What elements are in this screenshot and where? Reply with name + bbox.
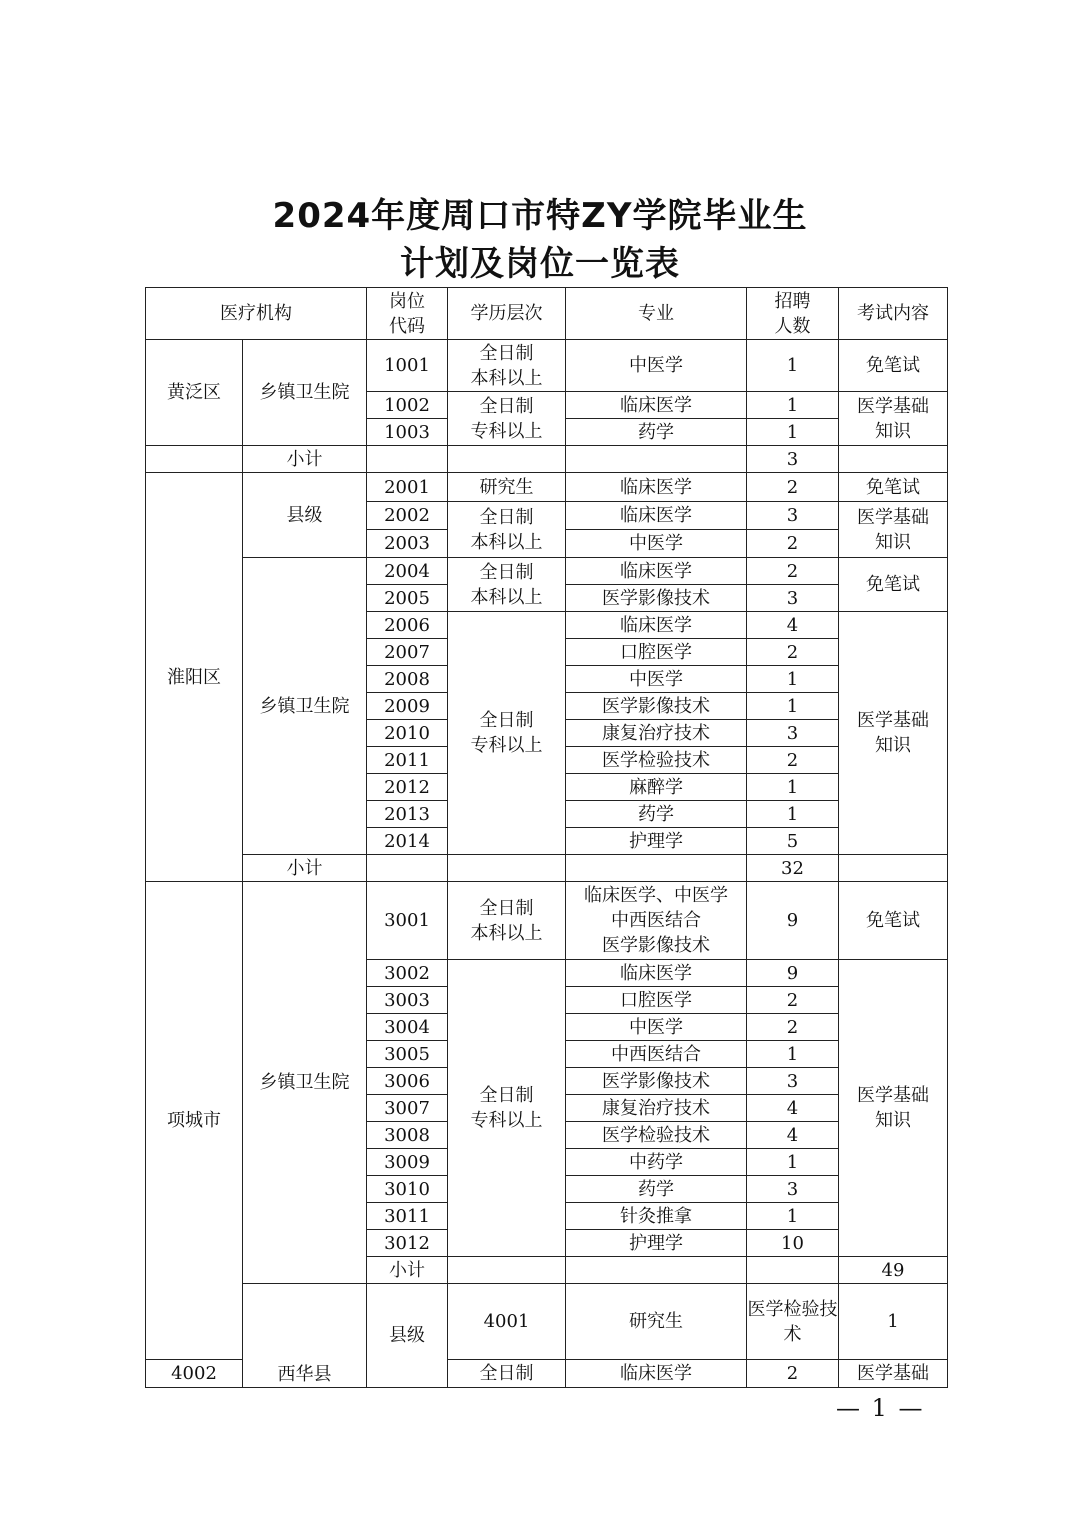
- post-code: 2004: [367, 558, 448, 585]
- major-cell: 麻醉学: [566, 774, 747, 801]
- edu-bachelor-plus: 本科以上: [470, 922, 543, 944]
- post-code: 1001: [367, 340, 448, 392]
- count-cell: 4: [747, 612, 839, 639]
- table-row: [146, 558, 948, 585]
- post-code: 4002: [146, 1360, 243, 1388]
- level-cell: 乡镇卫生院: [243, 340, 367, 446]
- post-code: 2008: [367, 666, 448, 693]
- edu-cell: [448, 392, 566, 446]
- count-cell: 4: [747, 1095, 839, 1122]
- blank-cell: [747, 1257, 839, 1284]
- header-institution: 医疗机构: [146, 288, 367, 340]
- post-code: 3001: [367, 882, 448, 960]
- major-cell: 中医学: [566, 340, 747, 392]
- major-cell: 中西医结合: [566, 1041, 747, 1068]
- exam-cell: 免笔试: [839, 473, 948, 502]
- post-code: 3007: [367, 1095, 448, 1122]
- subtotal-label: 小计: [367, 1257, 448, 1284]
- count-cell: 2: [747, 473, 839, 502]
- edu-college-plus: 专科以上: [470, 735, 543, 756]
- subtotal-count: 3: [747, 446, 839, 473]
- document-title-line1: 2024年度周口市特ZY学院毕业生: [272, 196, 808, 236]
- count-cell: 3: [747, 585, 839, 612]
- header-code-l1: 岗位: [389, 290, 425, 312]
- subtotal-count: 49: [839, 1257, 948, 1284]
- post-code: 3012: [367, 1230, 448, 1257]
- table-row: [146, 882, 948, 960]
- count-cell: 9: [747, 960, 839, 987]
- header-row: [146, 288, 948, 340]
- count-cell: 10: [747, 1230, 839, 1257]
- blank-cell: [839, 855, 948, 882]
- edu-cell: [448, 558, 566, 612]
- major-cell: 药学: [566, 1176, 747, 1203]
- post-code: 2012: [367, 774, 448, 801]
- post-code: 3002: [367, 960, 448, 987]
- edu-cell: 全日制: [448, 1360, 566, 1388]
- subtotal-count: 32: [747, 855, 839, 882]
- major-cell: [566, 882, 747, 960]
- major-cell: 药学: [566, 419, 747, 446]
- post-code: 2014: [367, 828, 448, 855]
- major-cell: 医学检验技术: [566, 1122, 747, 1149]
- edu-cell: [448, 882, 566, 960]
- post-code: 2013: [367, 801, 448, 828]
- count-cell: 1: [747, 666, 839, 693]
- edu-fulltime: 全日制: [479, 506, 534, 528]
- post-code: 2009: [367, 693, 448, 720]
- blank-cell: [566, 855, 747, 882]
- edu-fulltime: 全日制: [479, 710, 534, 731]
- region-xihua: 西华县: [243, 1284, 367, 1388]
- edu-bachelor-plus: 本科以上: [470, 367, 543, 389]
- edu-bachelor-plus: 本科以上: [470, 531, 543, 553]
- count-cell: 1: [747, 1149, 839, 1176]
- edu-fulltime: 全日制: [479, 897, 534, 919]
- edu-cell: [448, 960, 566, 1257]
- major-line: 医学影像技术: [602, 935, 710, 956]
- post-code: 2011: [367, 747, 448, 774]
- count-cell: 2: [747, 987, 839, 1014]
- count-cell: 9: [747, 882, 839, 960]
- blank-cell: [566, 1257, 747, 1284]
- table-row: [146, 340, 948, 392]
- post-code: 2001: [367, 473, 448, 502]
- major-line: 中西医结合: [611, 910, 701, 931]
- edu-cell: [448, 340, 566, 392]
- edu-fulltime: 全日制: [479, 561, 534, 583]
- header-count: [747, 288, 839, 340]
- count-cell: 2: [747, 1014, 839, 1041]
- header-edu: 学历层次: [448, 288, 566, 340]
- major-line: 临床医学、中医学: [584, 885, 728, 906]
- post-code: 3010: [367, 1176, 448, 1203]
- major-cell: 中药学: [566, 1149, 747, 1176]
- header-major: 专业: [566, 288, 747, 340]
- major-cell: 临床医学: [566, 612, 747, 639]
- major-cell: 中医学: [566, 1014, 747, 1041]
- count-cell: 3: [747, 502, 839, 530]
- major-cell: 医学影像技术: [566, 1068, 747, 1095]
- exam-cell: [839, 392, 948, 446]
- major-cell: 临床医学: [566, 473, 747, 502]
- count-cell: 2: [747, 639, 839, 666]
- exam-basic-l1: 医学基础: [857, 506, 929, 528]
- post-code: 3005: [367, 1041, 448, 1068]
- major-cell: 护理学: [566, 828, 747, 855]
- table-row: [146, 1284, 948, 1360]
- post-code: 3011: [367, 1203, 448, 1230]
- exam-basic-l2: 知识: [875, 531, 911, 553]
- count-cell: 1: [747, 693, 839, 720]
- edu-college-plus: 专科以上: [470, 420, 543, 442]
- header-code-l2: 代码: [389, 315, 425, 337]
- document-title-line2: 计划及岗位一览表: [400, 244, 680, 284]
- major-cell: 临床医学: [566, 392, 747, 419]
- subtotal-row: [146, 446, 948, 473]
- edu-bachelor-plus: 本科以上: [470, 586, 543, 608]
- count-cell: 2: [747, 747, 839, 774]
- major-cell: 中医学: [566, 530, 747, 558]
- recruitment-plan-table: [145, 287, 948, 1388]
- exam-basic-l1: 医学基础: [857, 1085, 929, 1106]
- major-cell: 口腔医学: [566, 987, 747, 1014]
- major-cell: 康复治疗技术: [566, 720, 747, 747]
- edu-cell: 研究生: [448, 473, 566, 502]
- count-cell: 1: [839, 1284, 948, 1360]
- post-code: 4001: [448, 1284, 566, 1360]
- exam-cell: [839, 502, 948, 558]
- edu-cell: 研究生: [566, 1284, 747, 1360]
- major-cell: 临床医学: [566, 960, 747, 987]
- count-cell: 2: [747, 530, 839, 558]
- level-cell: 乡镇卫生院: [243, 558, 367, 855]
- major-cell: 医学检验技术: [566, 747, 747, 774]
- post-code: 2007: [367, 639, 448, 666]
- count-cell: 2: [747, 558, 839, 585]
- major-cell: 医学检验技术: [747, 1284, 839, 1360]
- header-code: [367, 288, 448, 340]
- major-cell: 医学影像技术: [566, 693, 747, 720]
- level-cell: 县级: [367, 1284, 448, 1388]
- edu-fulltime: 全日制: [479, 395, 534, 417]
- region-blank: [146, 446, 243, 473]
- edu-college-plus: 专科以上: [470, 1110, 543, 1131]
- major-cell: 医学影像技术: [566, 585, 747, 612]
- exam-cell: 免笔试: [839, 882, 948, 960]
- level-cell: 县级: [243, 473, 367, 558]
- subtotal-row: [146, 855, 948, 882]
- major-cell: 临床医学: [566, 1360, 747, 1388]
- post-code: 1002: [367, 392, 448, 419]
- post-code: 3003: [367, 987, 448, 1014]
- blank-cell: [448, 855, 566, 882]
- header-count-l1: 招聘: [774, 290, 811, 312]
- count-cell: 3: [747, 1068, 839, 1095]
- exam-cell: 医学基础: [839, 1360, 948, 1388]
- header-exam: 考试内容: [839, 288, 948, 340]
- count-cell: 1: [747, 392, 839, 419]
- major-cell: 临床医学: [566, 558, 747, 585]
- post-code: 3008: [367, 1122, 448, 1149]
- major-cell: 康复治疗技术: [566, 1095, 747, 1122]
- major-cell: 口腔医学: [566, 639, 747, 666]
- post-code: 2005: [367, 585, 448, 612]
- exam-basic-l2: 知识: [875, 420, 911, 442]
- count-cell: 1: [747, 774, 839, 801]
- region-huangfan: 黄泛区: [146, 340, 243, 446]
- post-code: 3009: [367, 1149, 448, 1176]
- exam-cell: 免笔试: [839, 340, 948, 392]
- blank-cell: [448, 1257, 566, 1284]
- major-cell: 药学: [566, 801, 747, 828]
- count-cell: 1: [747, 1203, 839, 1230]
- edu-fulltime: 全日制: [479, 1085, 534, 1106]
- post-code: 2003: [367, 530, 448, 558]
- post-code: 2010: [367, 720, 448, 747]
- blank-cell: [839, 446, 948, 473]
- subtotal-label: 小计: [243, 446, 367, 473]
- level-cell: 乡镇卫生院: [243, 882, 367, 1284]
- edu-cell: [448, 502, 566, 558]
- major-cell: 临床医学: [566, 502, 747, 530]
- major-cell: 中医学: [566, 666, 747, 693]
- post-code: 2002: [367, 502, 448, 530]
- exam-basic-l1: 医学基础: [857, 395, 929, 417]
- region-huaiyang: 淮阳区: [146, 473, 243, 882]
- post-code: 3006: [367, 1068, 448, 1095]
- exam-cell: 免笔试: [839, 558, 948, 612]
- exam-cell: [839, 960, 948, 1257]
- page-number: — 1 —: [836, 1394, 925, 1422]
- subtotal-label: 小计: [243, 855, 367, 882]
- region-xiangcheng: 项城市: [146, 882, 243, 1360]
- header-count-l2: 人数: [774, 315, 811, 337]
- blank-cell: [566, 446, 747, 473]
- post-code: 1003: [367, 419, 448, 446]
- count-cell: 3: [747, 720, 839, 747]
- post-code: 3004: [367, 1014, 448, 1041]
- blank-cell: [367, 446, 448, 473]
- count-cell: 2: [747, 1360, 839, 1388]
- blank-cell: [367, 855, 448, 882]
- post-code: 2006: [367, 612, 448, 639]
- exam-basic-l1: 医学基础: [857, 710, 929, 731]
- count-cell: 1: [747, 1041, 839, 1068]
- count-cell: 1: [747, 340, 839, 392]
- count-cell: 3: [747, 1176, 839, 1203]
- count-cell: 5: [747, 828, 839, 855]
- exam-basic-l2: 知识: [875, 1110, 911, 1131]
- exam-basic-l2: 知识: [875, 735, 911, 756]
- table-row: [146, 473, 948, 502]
- major-cell: 护理学: [566, 1230, 747, 1257]
- major-cell: 针灸推拿: [566, 1203, 747, 1230]
- exam-cell: [839, 612, 948, 855]
- count-cell: 1: [747, 419, 839, 446]
- edu-fulltime: 全日制: [479, 342, 534, 364]
- edu-cell: [448, 612, 566, 855]
- blank-cell: [448, 446, 566, 473]
- count-cell: 1: [747, 801, 839, 828]
- count-cell: 4: [747, 1122, 839, 1149]
